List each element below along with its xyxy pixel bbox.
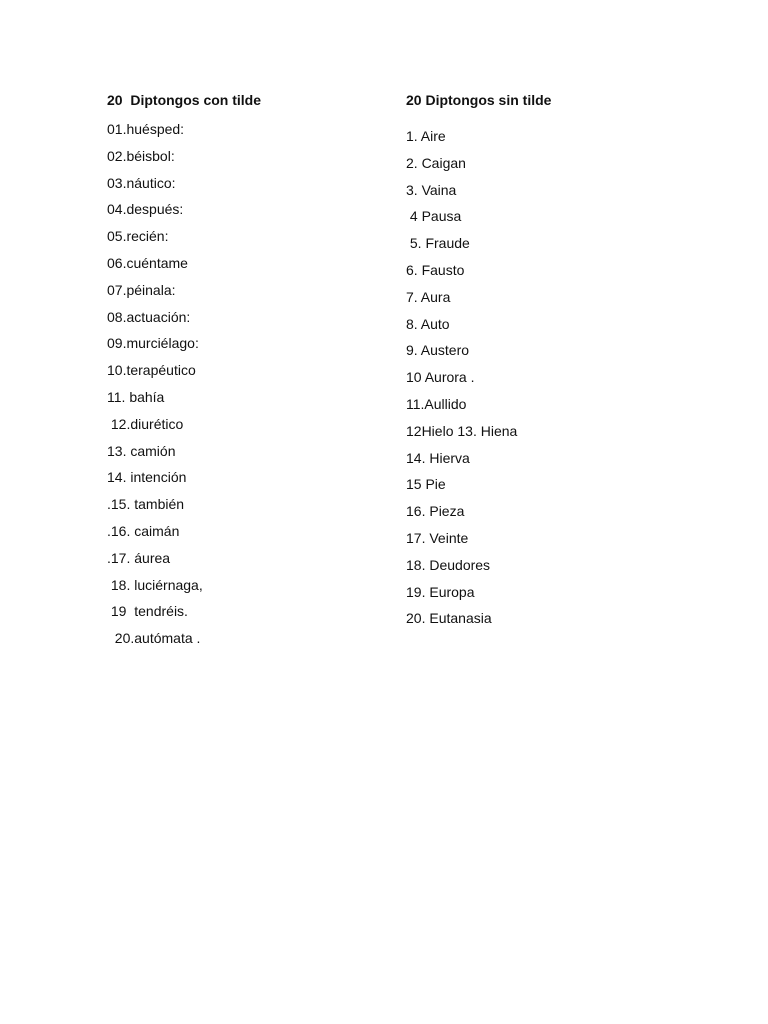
list-item: 11. bahía bbox=[107, 388, 165, 405]
list-item: 04.después: bbox=[107, 201, 184, 218]
heading-con-tilde: 20 Diptongos con tilde bbox=[107, 92, 262, 108]
list-item: 18. Deudores bbox=[406, 556, 491, 573]
list-item: 20. Eutanasia bbox=[406, 610, 492, 627]
list-item: 09.murciélago: bbox=[107, 335, 199, 352]
list-item: 8. Auto bbox=[406, 315, 450, 332]
list-item: 01.huésped: bbox=[107, 121, 185, 137]
diptongos-con-tilde-column bbox=[107, 90, 387, 652]
list-item: 03.náutico: bbox=[107, 174, 176, 191]
list-item: 5. Fraude bbox=[406, 235, 470, 252]
list-item: 20.autómata . bbox=[107, 630, 201, 647]
list-item: 13. camión bbox=[107, 442, 176, 459]
list-item: 16. Pieza bbox=[406, 503, 465, 520]
list-item: .15. también bbox=[107, 496, 185, 513]
list-item: 17. Veinte bbox=[406, 529, 469, 546]
list-item: 06.cuéntame bbox=[107, 254, 188, 271]
list-item: 12Hielo 13. Hiena bbox=[406, 422, 518, 439]
list-item: 05.recién: bbox=[107, 228, 169, 245]
heading-sin-tilde: 20 Diptongos sin tilde bbox=[406, 92, 552, 108]
list-item: 7. Aura bbox=[406, 288, 451, 305]
list-item: 19 tendréis. bbox=[107, 603, 188, 620]
list-item: 14. intención bbox=[107, 469, 187, 486]
list-item: 4 Pausa bbox=[406, 208, 462, 225]
list-item: .17. áurea bbox=[107, 549, 171, 566]
list-item: .16. caimán bbox=[107, 522, 180, 539]
list-item: 9. Austero bbox=[406, 342, 470, 359]
list-item: 14. Hierva bbox=[406, 449, 470, 466]
diptongos-sin-tilde-column bbox=[406, 90, 706, 632]
list-item: 11.Aullido bbox=[406, 395, 467, 412]
list-item: 12.diurético bbox=[107, 415, 184, 432]
list-con-tilde bbox=[107, 116, 387, 652]
list-item: 18. luciérnaga, bbox=[107, 576, 203, 593]
list-item: 6. Fausto bbox=[406, 261, 465, 278]
list-item: 08.actuación: bbox=[107, 308, 191, 325]
list-item: 15 Pie bbox=[406, 476, 446, 493]
list-item: 2. Caigan bbox=[406, 154, 466, 171]
list-item: 19. Europa bbox=[406, 583, 475, 600]
list-item: 1. Aire bbox=[406, 128, 446, 144]
list-item: 10.terapéutico bbox=[107, 362, 196, 379]
list-sin-tilde bbox=[406, 123, 706, 632]
list-item: 07.péinala: bbox=[107, 281, 176, 298]
list-item: 10 Aurora . bbox=[406, 369, 475, 386]
list-item: 3. Vaina bbox=[406, 181, 457, 198]
list-item: 02.béisbol: bbox=[107, 147, 175, 164]
